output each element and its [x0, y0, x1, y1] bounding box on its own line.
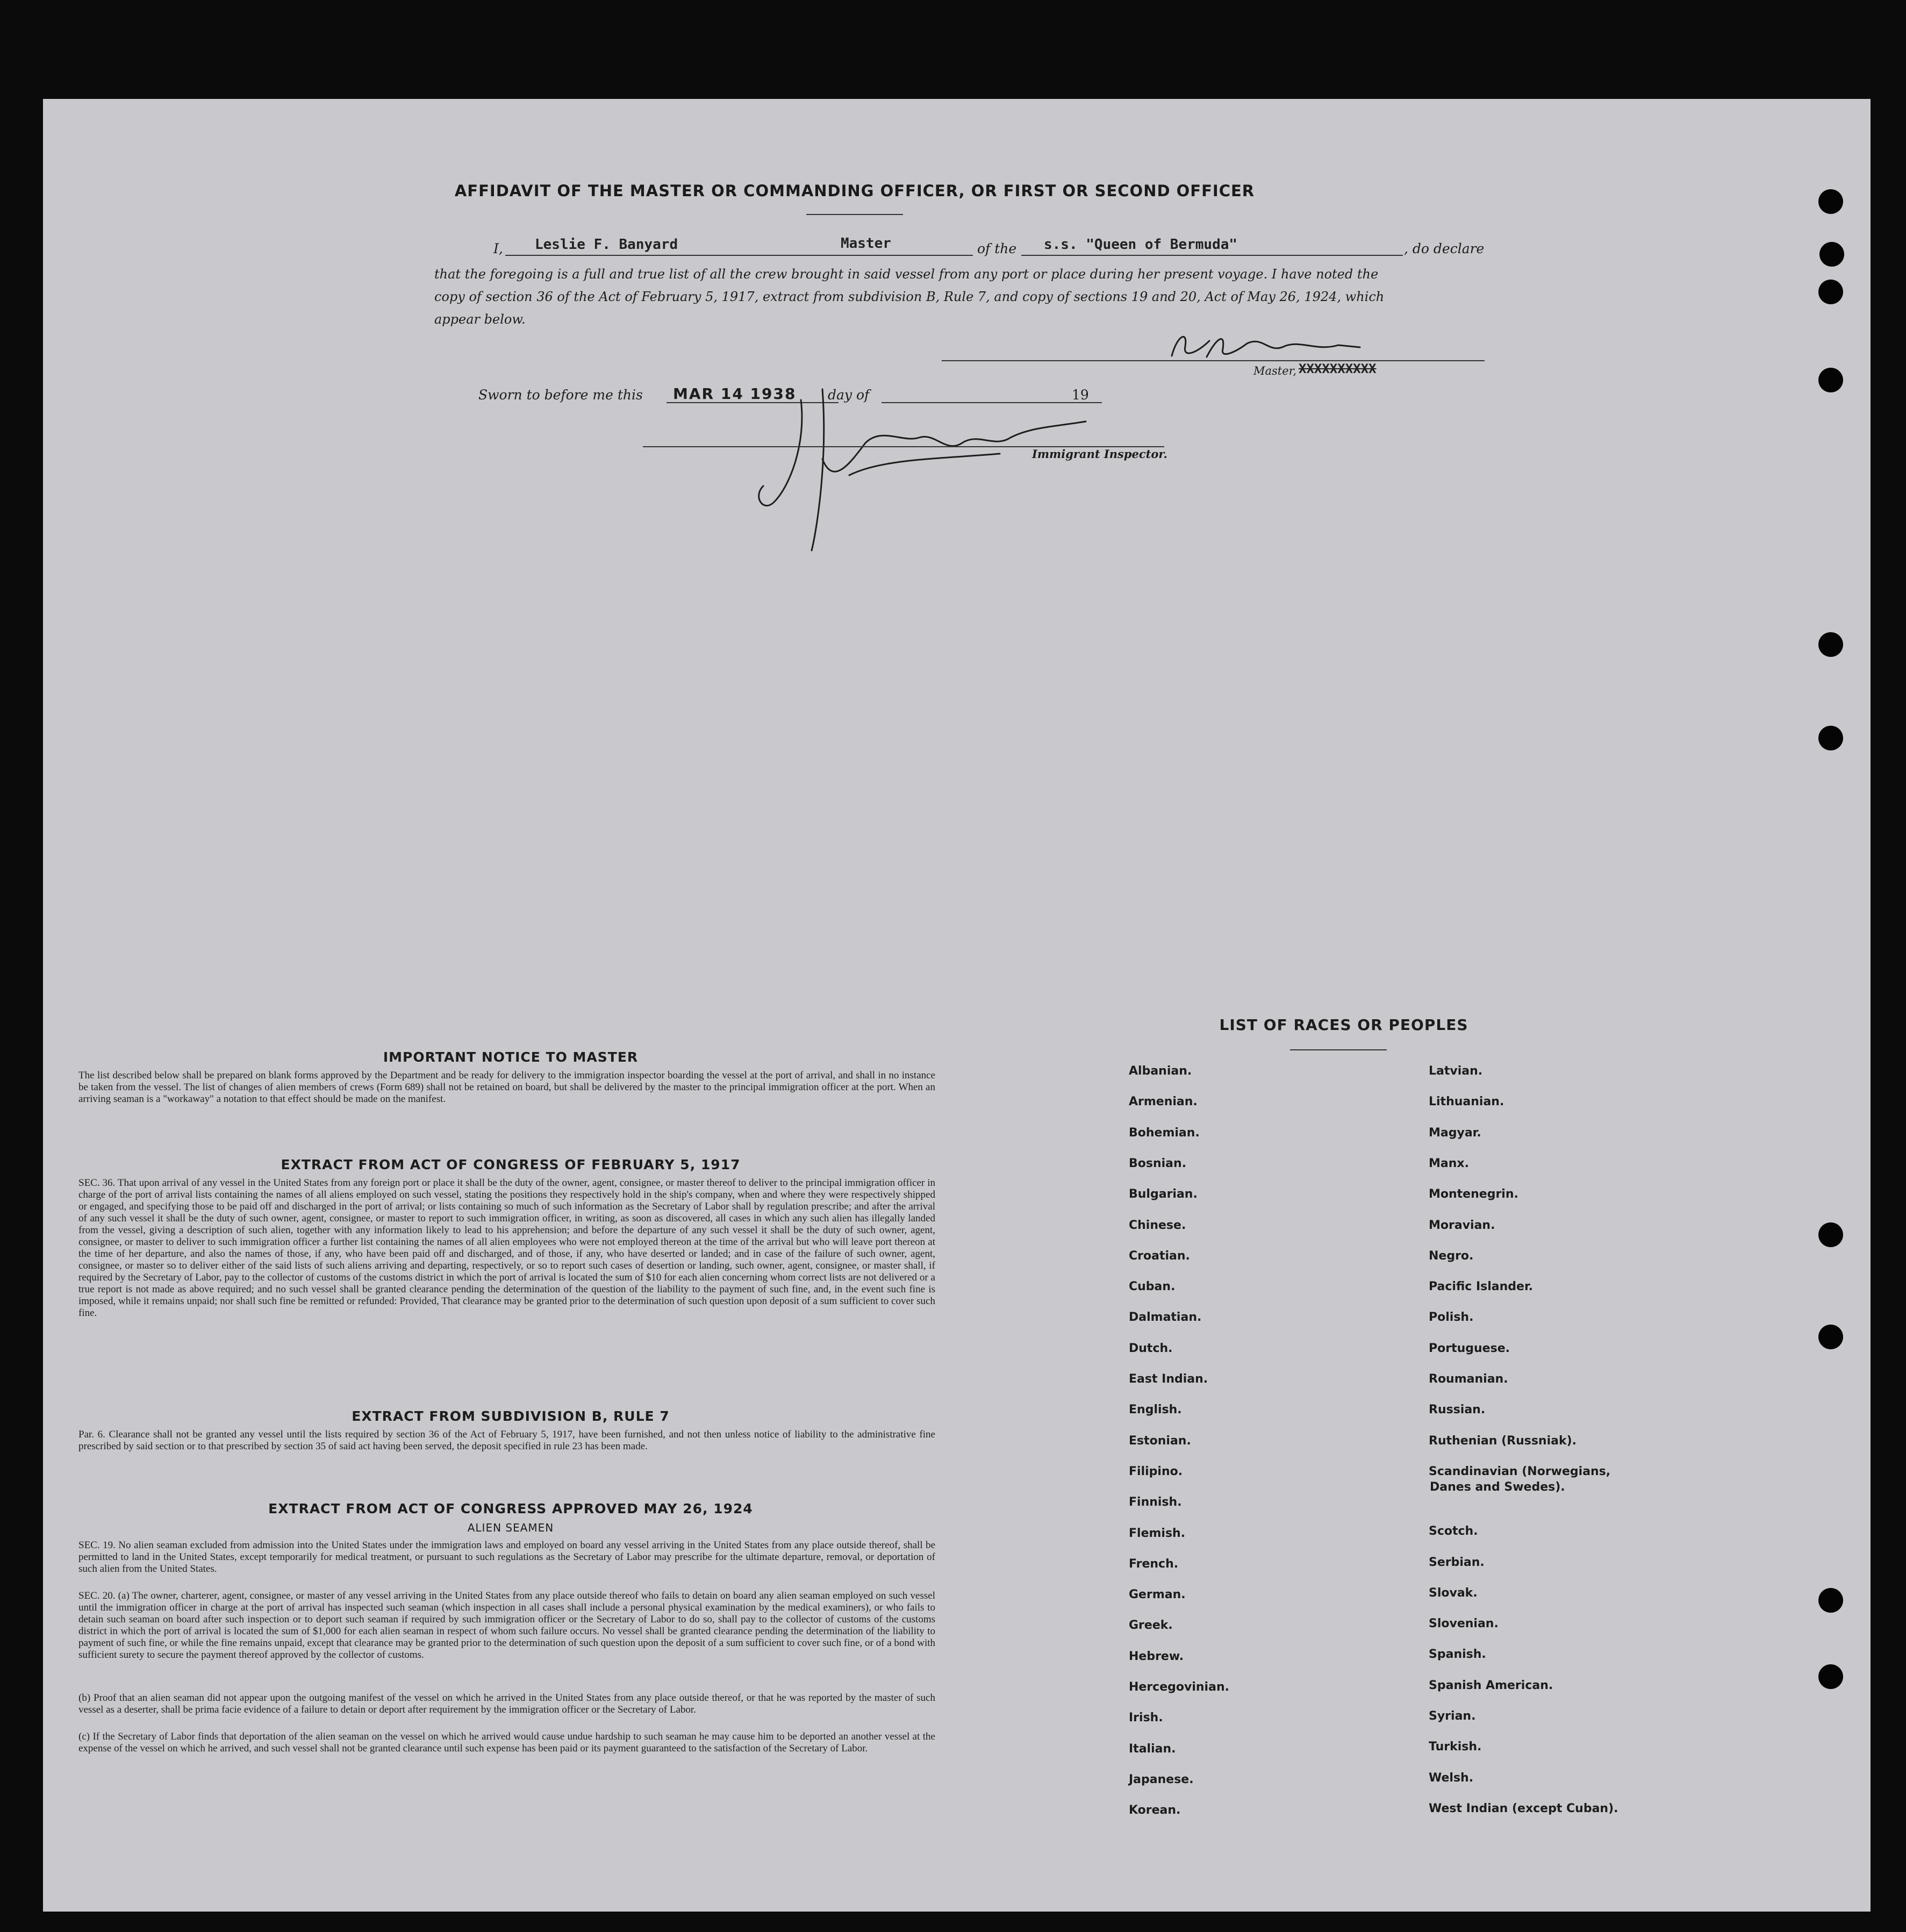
extract-rule7-text: Par. 6. Clearance shall not be granted any vessel until the lists required by section 36 of the Act of February 5, 1917, have been furnished, and not then unless notice of liability to the administrative fine prescribed by said section or to that prescribed by section 35 of said act having been served, the deposit specified in rule 23 has been made. [78, 1429, 935, 1452]
binder-hole [1818, 726, 1843, 750]
race-item: Lithuanian. [1429, 1095, 1504, 1108]
race-item: Polish. [1429, 1311, 1474, 1324]
master-signature [1156, 314, 1381, 368]
binder-hole [1818, 1588, 1843, 1613]
binder-hole [1818, 189, 1843, 214]
races-title-underline [1290, 1049, 1387, 1050]
binder-hole [1818, 280, 1843, 304]
race-item: English. [1129, 1403, 1182, 1416]
affidavit-body-line-1: that the foregoing is a full and true list of all the crew brought in said vessel from any port or place during her present voyage. I have noted the [434, 267, 1379, 282]
race-item: German. [1129, 1588, 1186, 1601]
officer-name: Leslie F. Banyard [535, 237, 678, 253]
binder-hole [1818, 1325, 1843, 1349]
sec20a-text: SEC. 20. (a) The owner, charterer, agent, consignee, or master of any vessel arriving in the United States from any place outside thereof who fails to detain on board any alien seaman employed on such vessel until the immigration officer in charge at the port of arrival has inspected such seaman (which inspection in all cases shall include a personal physical examination by the medical examiners), or who fails to detain such seaman on board after such inspection or to deport such seaman if required by such immigration officer or the Secretary of Labor to do so, shall pay to the collector of customs of the customs district in which the port of arrival is located the sum of $1,000 for each alien seaman in respect of whom such failure occurs. No vessel shall be granted clearance pending the determination of the liability to payment of such fine, or while the fine remains unpaid, except that clearance may be granted prior to the determination of such question upon the deposit of a sum sufficient to cover such fine, or of a bond with sufficient surety to secure the payment thereof approved by the collector of customs. [78, 1590, 935, 1661]
binder-hole [1818, 632, 1843, 657]
vessel-line [1021, 255, 1403, 256]
race-item: French. [1129, 1557, 1179, 1571]
race-item: Russian. [1429, 1403, 1486, 1416]
race-item: Japanese. [1129, 1773, 1194, 1786]
race-item: Welsh. [1429, 1771, 1474, 1785]
form-sheet [43, 99, 1871, 1912]
race-item: Bosnian. [1129, 1157, 1187, 1170]
sec19-text: SEC. 19. No alien seaman excluded from admission into the United States under the immigration laws and employed on board any vessel arriving in the United States from any place outside thereof, shall be permitted to land in the United States, except temporarily for medical treatment, or pursuant to such regulations as the Secretary of Labor may prescribe for the ultimate departure, removal, or deportation of such alien from the United States. [78, 1540, 935, 1575]
race-item: Hercegovinian. [1129, 1680, 1229, 1694]
race-item: Italian. [1129, 1742, 1176, 1756]
race-item: Syrian. [1429, 1709, 1476, 1723]
inspector-signature [742, 378, 1118, 572]
i-label: I, [493, 241, 503, 256]
extract-1917-title: EXTRACT FROM ACT OF CONGRESS OF FEBRUARY 5, 1917 [281, 1157, 741, 1172]
race-item: Dalmatian. [1129, 1311, 1202, 1324]
race-item: Slovenian. [1429, 1617, 1499, 1630]
extract-1917-text: SEC. 36. That upon arrival of any vessel in the United States from any foreign port or place it shall be the duty of the owner, agent, consignee, or master thereof to deliver to the principal immigration officer in charge of the port of arrival lists containing the names of all aliens employed on such vessel, stating the positions they respectively hold in the ship's company, when and where they were respectively shipped or engaged, and specifying those to be paid off and discharged in the port of arrival; or lists containing so much of such information as the Secretary of Labor shall by regulation prescribe; and after the arrival of any such vessel it shall be the duty of such owner, agent, consignee, or master to report to such immigration officer, in writing, as soon as discovered, all cases in which any such alien has illegally landed from the vessel, giving a description of such alien, together with any information likely to lead to his apprehension; and before the departure of any such vessel it shall be the duty of such owner, agent, consignee, or master to deliver to such immigration officer a further list containing the names of all alien employees who were not employed thereon at the time of the arrival but who will leave port thereon at the time of her departure, and also the names of those, if any, who have been paid off and discharged, and of those, if any, who have deserted or landed; and in case of the failure of such owner, agent, consignee, or master so to deliver either of the said lists of such aliens arriving and departing, respectively, or so to report such cases of desertion or landing, such owner, agent, consignee, or master shall, if required by the Secretary of Labor, pay to the collector of customs of the customs district in which the port of arrival is located the sum of $10 for each alien concerning whom correct lists are not delivered or a true report is not made as above required; and no such vessel shall be granted clearance pending the determination of the question of the liability to the payment of such fine, and, in the event such fine is imposed, while it remains unpaid; nor shall such fine be remitted or refunded: Provided, That clearance may be granted prior to the determination of such question upon deposit of a sum sufficient to cover such fine. [78, 1177, 935, 1319]
race-item: Spanish. [1429, 1648, 1486, 1661]
name-line [505, 255, 973, 256]
race-item: Ruthenian (Russniak). [1429, 1434, 1577, 1448]
master-role-struck: XXXXXXXXXX [1299, 361, 1377, 376]
race-item: Irish. [1129, 1711, 1163, 1725]
affidavit-body-line-3: appear below. [434, 312, 526, 327]
race-item: Estonian. [1129, 1434, 1191, 1448]
race-item: Negro. [1429, 1249, 1474, 1263]
sworn-date-stamp: MAR 14 1938 [673, 385, 797, 403]
race-item: Moravian. [1429, 1219, 1495, 1232]
race-item: Croatian. [1129, 1249, 1190, 1263]
race-item: Roumanian. [1429, 1372, 1508, 1386]
race-item: Turkish. [1429, 1740, 1482, 1754]
race-item: Pacific Islander. [1429, 1280, 1534, 1293]
race-item: Hebrew. [1129, 1650, 1184, 1663]
race-item: West Indian (except Cuban). [1429, 1802, 1618, 1815]
title-underline [806, 214, 903, 215]
race-item: Cuban. [1129, 1280, 1176, 1293]
race-item: Scandinavian (Norwegians, [1429, 1465, 1611, 1478]
notice-text: The list described below shall be prepared on blank forms approved by the Department and be ready for delivery to the immigration inspector boarding the vessel at the port of arrival, and shall in no instance be taken from the vessel. The list of changes of alien members of crews (Form 689) shall not be retained on board, but shall be delivered by the master to the principal immigration officer at the port. When an arriving seaman is a "workaway" a notation to that effect should be made on the manifest. [78, 1070, 935, 1105]
master-role-label: Master, [1253, 364, 1297, 377]
race-item: Armenian. [1129, 1095, 1198, 1108]
race-item: Magyar. [1429, 1126, 1481, 1140]
binder-hole [1818, 1664, 1843, 1689]
extract-1924-subtitle: ALIEN SEAMEN [467, 1521, 554, 1534]
affidavit-title: AFFIDAVIT OF THE MASTER OR COMMANDING OFFICER, OR FIRST OR SECOND OFFICER [454, 182, 1255, 200]
race-item: Slovak. [1429, 1586, 1478, 1600]
race-item: Scotch. [1429, 1525, 1478, 1538]
race-item: Montenegrin. [1429, 1187, 1518, 1201]
inspector-label: Immigrant Inspector. [1032, 447, 1167, 461]
race-item: Portuguese. [1429, 1342, 1510, 1355]
races-title: LIST OF RACES OR PEOPLES [1219, 1016, 1468, 1034]
race-item: Chinese. [1129, 1219, 1186, 1232]
year-prefix: 19 [1072, 387, 1089, 403]
race-item: Spanish American. [1429, 1679, 1553, 1692]
race-item: Filipino. [1129, 1465, 1183, 1478]
declare-label: , do declare [1404, 241, 1485, 256]
binder-hole [1818, 1222, 1843, 1247]
officer-rank: Master [841, 235, 891, 252]
race-item: Serbian. [1429, 1556, 1485, 1569]
race-item: Dutch. [1129, 1342, 1173, 1355]
vessel-name: s.s. "Queen of Bermuda" [1044, 237, 1238, 253]
sworn-label: Sworn to before me this [478, 387, 643, 403]
binder-hole [1818, 368, 1843, 392]
binder-hole [1819, 242, 1844, 267]
race-item: Greek. [1129, 1619, 1173, 1632]
race-item: Bulgarian. [1129, 1187, 1198, 1201]
race-item: Albanian. [1129, 1064, 1192, 1078]
race-item: Finnish. [1129, 1495, 1182, 1509]
of-the-label: of the [977, 241, 1017, 256]
race-item: Latvian. [1429, 1064, 1483, 1078]
sec20b-text: (b) Proof that an alien seaman did not appear upon the outgoing manifest of the vessel on which he arrived in the United States from any place outside thereof, or that he was reported by the master of such vessel as a deserter, shall be prima facie evidence of a failure to detain or deport after requirement by the immigration officer or the Secretary of Labor. [78, 1692, 935, 1715]
race-item: Bohemian. [1129, 1126, 1200, 1140]
race-item: East Indian. [1129, 1372, 1208, 1386]
day-of-label: day of [828, 387, 870, 403]
sec20c-text: (c) If the Secretary of Labor finds that deportation of the alien seaman on the vessel on which he arrived would cause undue hardship to such seaman he may cause him to be deported an another vessel at the expense of the vessel on which he arrived, and such vessel shall not be granted clearance until such expense has been paid or its payment guaranteed to the satisfaction of the Secretary of Labor. [78, 1731, 935, 1754]
notice-title: IMPORTANT NOTICE TO MASTER [383, 1049, 639, 1065]
race-item: Manx. [1429, 1157, 1469, 1170]
extract-1924-title: EXTRACT FROM ACT OF CONGRESS APPROVED MAY 26, 1924 [268, 1501, 753, 1516]
race-item: Danes and Swedes). [1430, 1480, 1565, 1494]
extract-rule7-title: EXTRACT FROM SUBDIVISION B, RULE 7 [352, 1408, 670, 1424]
race-item: Korean. [1129, 1804, 1181, 1817]
race-item: Flemish. [1129, 1527, 1186, 1540]
affidavit-body-line-2: copy of section 36 of the Act of February 5, 1917, extract from subdivision B, Rule 7, and copy of sections 19 and 20, Act of May 26, 1924, which [434, 289, 1385, 304]
